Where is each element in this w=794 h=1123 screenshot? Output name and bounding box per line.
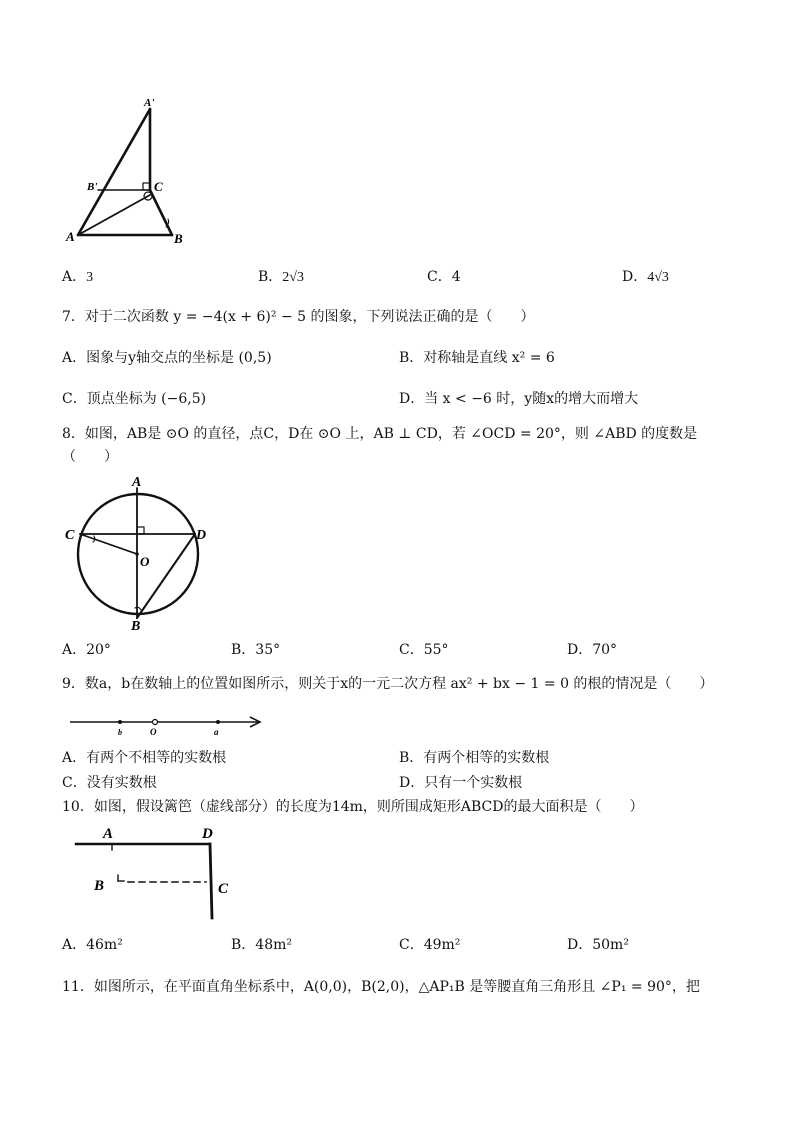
q8-option-c: C．55° — [399, 642, 449, 658]
q6-option-c — [427, 268, 461, 286]
fig6-label-C: C — [154, 179, 163, 194]
q9-option-c: C．没有实数根 — [62, 775, 157, 791]
q7-stem: 7．对于二次函数 y = −4(x + 6)² − 5 的图象，下列说法正确的是（ ） — [62, 309, 535, 325]
q10-option-a: A．46m² — [62, 937, 123, 953]
fig8-label-O: O — [140, 554, 150, 569]
q8-stem-line1: 8．如图，AB是 ⊙O 的直径，点C，D在 ⊙O 上，AB ⊥ CD，若 ∠OCD = 20°，则 ∠ABD 的度数是 — [62, 426, 698, 442]
q6-option-a-text: 3 — [86, 270, 94, 285]
q6-option-b-text: 2√3 — [282, 270, 304, 285]
q8-option-d: D．70° — [567, 642, 618, 658]
q6-option-a — [62, 268, 93, 287]
q8-option-a: A．20° — [62, 642, 111, 658]
q6-option-a-letter: A． — [62, 269, 87, 285]
fig6-label-A: A — [66, 229, 75, 244]
fig6-label-A1: A' — [144, 97, 155, 109]
q6-option-d-letter: D． — [622, 269, 648, 285]
q7-option-a: A．图象与y轴交点的坐标是 (0,5) — [62, 350, 272, 366]
q6-option-b — [258, 268, 304, 287]
q6-option-d — [622, 268, 669, 287]
q6-option-c-text: 4 — [451, 269, 461, 285]
q7-option-b: B．对称轴是直线 x² = 6 — [399, 350, 555, 366]
q10-stem: 10．如图，假设篱笆（虚线部分）的长度为14m，则所围成矩形ABCD的最大面积是（ ） — [62, 799, 644, 815]
q9-option-a: A．有两个不相等的实数根 — [62, 750, 227, 766]
fig8-label-B: B — [131, 619, 141, 630]
q9-number-line-figure — [68, 712, 268, 738]
q10-option-c: C．49m² — [399, 937, 461, 953]
fig10-label-C: C — [218, 881, 229, 897]
q8-stem-line2: （ ） — [62, 449, 118, 465]
fig8-label-C: C — [65, 528, 75, 543]
fig9-label-b: b — [118, 728, 122, 737]
q6-triangle-figure — [60, 95, 190, 245]
q8-circle-figure — [62, 474, 217, 630]
q9-stem: 9．数a，b在数轴上的位置如图所示，则关于x的一元二次方程 ax² + bx − 1 = 0 的根的情况是（ ） — [62, 676, 714, 692]
fig10-label-D: D — [202, 826, 213, 842]
fig9-label-O: O — [150, 727, 157, 737]
q10-option-b: B．48m² — [231, 937, 292, 953]
fig8-label-D: D — [196, 528, 207, 543]
q7-option-d: D．当 x < −6 时，y随x的增大而增大 — [399, 391, 639, 407]
fig8-label-A: A — [132, 475, 142, 490]
q9-option-b: B．有两个相等的实数根 — [399, 750, 550, 766]
fig6-label-B1: B' — [87, 181, 98, 193]
q6-option-b-letter: B． — [258, 269, 283, 285]
fig10-label-B: B — [94, 878, 105, 894]
q9-option-d: D．只有一个实数根 — [399, 775, 523, 791]
q8-option-b: B．35° — [231, 642, 281, 658]
q10-option-d: D．50m² — [567, 937, 629, 953]
q7-option-c: C．顶点坐标为 (−6,5) — [62, 391, 207, 407]
fig9-label-a: a — [214, 727, 219, 737]
q6-option-d-text: 4√3 — [647, 270, 669, 285]
fig6-label-B: B — [174, 231, 183, 245]
q6-option-c-letter: C． — [427, 269, 452, 285]
fig10-label-A: A — [103, 826, 114, 842]
q11-stem: 11．如图所示，在平面直角坐标系中，A(0,0)，B(2,0)，△AP₁B 是等腰直角三角形且 ∠P₁ = 90°，把 — [62, 979, 700, 995]
q10-fence-figure — [72, 820, 242, 924]
